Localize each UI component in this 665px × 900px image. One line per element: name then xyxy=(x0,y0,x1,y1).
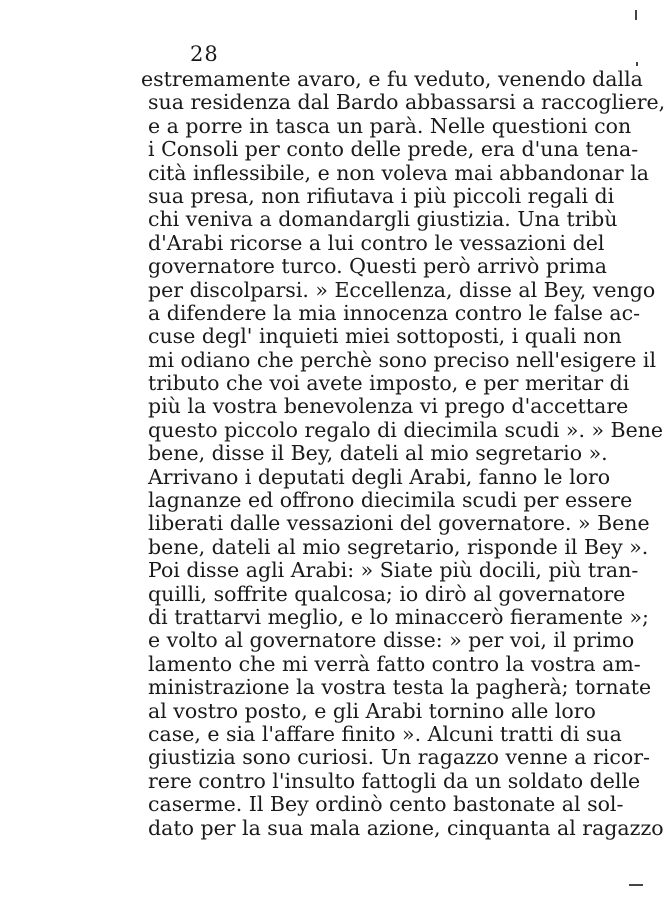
scan-edge-mark xyxy=(629,884,643,886)
text-line: più la vostra benevolenza vi prego d'accettare xyxy=(148,394,629,419)
text-line: per discolparsi. » Eccellenza, disse al Bey, vengo xyxy=(148,277,656,302)
text-line: Poi disse agli Arabi: » Siate più docili, più tran- xyxy=(148,558,639,583)
text-line: quilli, soffrite qualcosa; io dirò al governatore xyxy=(148,581,626,606)
text-line: lagnanze ed offrono diecimila scudi per essere xyxy=(148,488,633,513)
text-line: rere contro l'insulto fattogli da un soldato delle xyxy=(148,768,641,793)
text-line: giustizia sono curiosi. Un ragazzo venne a ricor- xyxy=(148,745,650,770)
text-line: e a porre in tasca un parà. Nelle questioni con xyxy=(148,113,632,138)
text-line: Arrivano i deputati degli Arabi, fanno le loro xyxy=(148,464,611,489)
text-line: governatore turco. Questi però arrivò prima xyxy=(148,254,608,279)
text-line: di trattarvi meglio, e lo minaccerò fieramente »; xyxy=(148,604,649,629)
text-line: tributo che voi avete imposto, e per meritar di xyxy=(148,371,630,396)
page-number: 28 xyxy=(190,42,219,66)
text-line: mi odiano che perchè sono preciso nell'esigere il xyxy=(148,347,657,372)
text-line: caserme. Il Bey ordinò cento bastonate al sol- xyxy=(148,792,624,817)
text-line: cuse degl' inquieti miei sottoposti, i quali non xyxy=(148,324,622,349)
text-line: liberati dalle vessazioni del governatore. » Bene xyxy=(148,511,650,536)
text-line: lamento che mi verrà fatto contro la vostra am- xyxy=(148,651,641,676)
text-line: ministrazione la vostra testa la pagherà; tornate xyxy=(148,675,652,700)
text-line: bene, disse il Bey, dateli al mio segretario ». xyxy=(148,441,608,466)
text-line: e volto al governatore disse: » per voi, il primo xyxy=(148,628,635,653)
text-line: a difendere la mia innocenza contro le false ac- xyxy=(148,300,641,325)
text-line: dato per la sua mala azione, cinquanta al ragazzo xyxy=(148,815,664,840)
scan-edge-mark xyxy=(635,10,637,20)
text-line: chi veniva a domandargli giustizia. Una tribù xyxy=(148,207,618,232)
text-line: case, e sia l'affare finito ». Alcuni tratti di sua xyxy=(148,721,622,746)
text-line: i Consoli per conto delle prede, era d'una tena- xyxy=(148,137,639,162)
text-line: al vostro posto, e gli Arabi tornino alle loro xyxy=(148,698,596,723)
text-line: estremamente avaro, e fu veduto, venendo dalla xyxy=(141,67,643,91)
text-line: sua residenza dal Bardo abbassarsi a raccogliere, xyxy=(148,90,665,115)
text-line: questo piccolo regalo di diecimila scudi ». » Bene xyxy=(148,417,664,442)
text-line: sua presa, non rifiutava i più piccoli regali di xyxy=(148,183,615,208)
text-line: bene, dateli al mio segretario, risponde il Bey ». xyxy=(148,534,649,559)
body-text xyxy=(141,67,665,840)
scan-edge-mark xyxy=(636,62,638,66)
text-line: d'Arabi ricorse a lui contro le vessazioni del xyxy=(148,230,605,255)
text-line: cità inflessibile, e non voleva mai abbandonar la xyxy=(148,160,650,185)
